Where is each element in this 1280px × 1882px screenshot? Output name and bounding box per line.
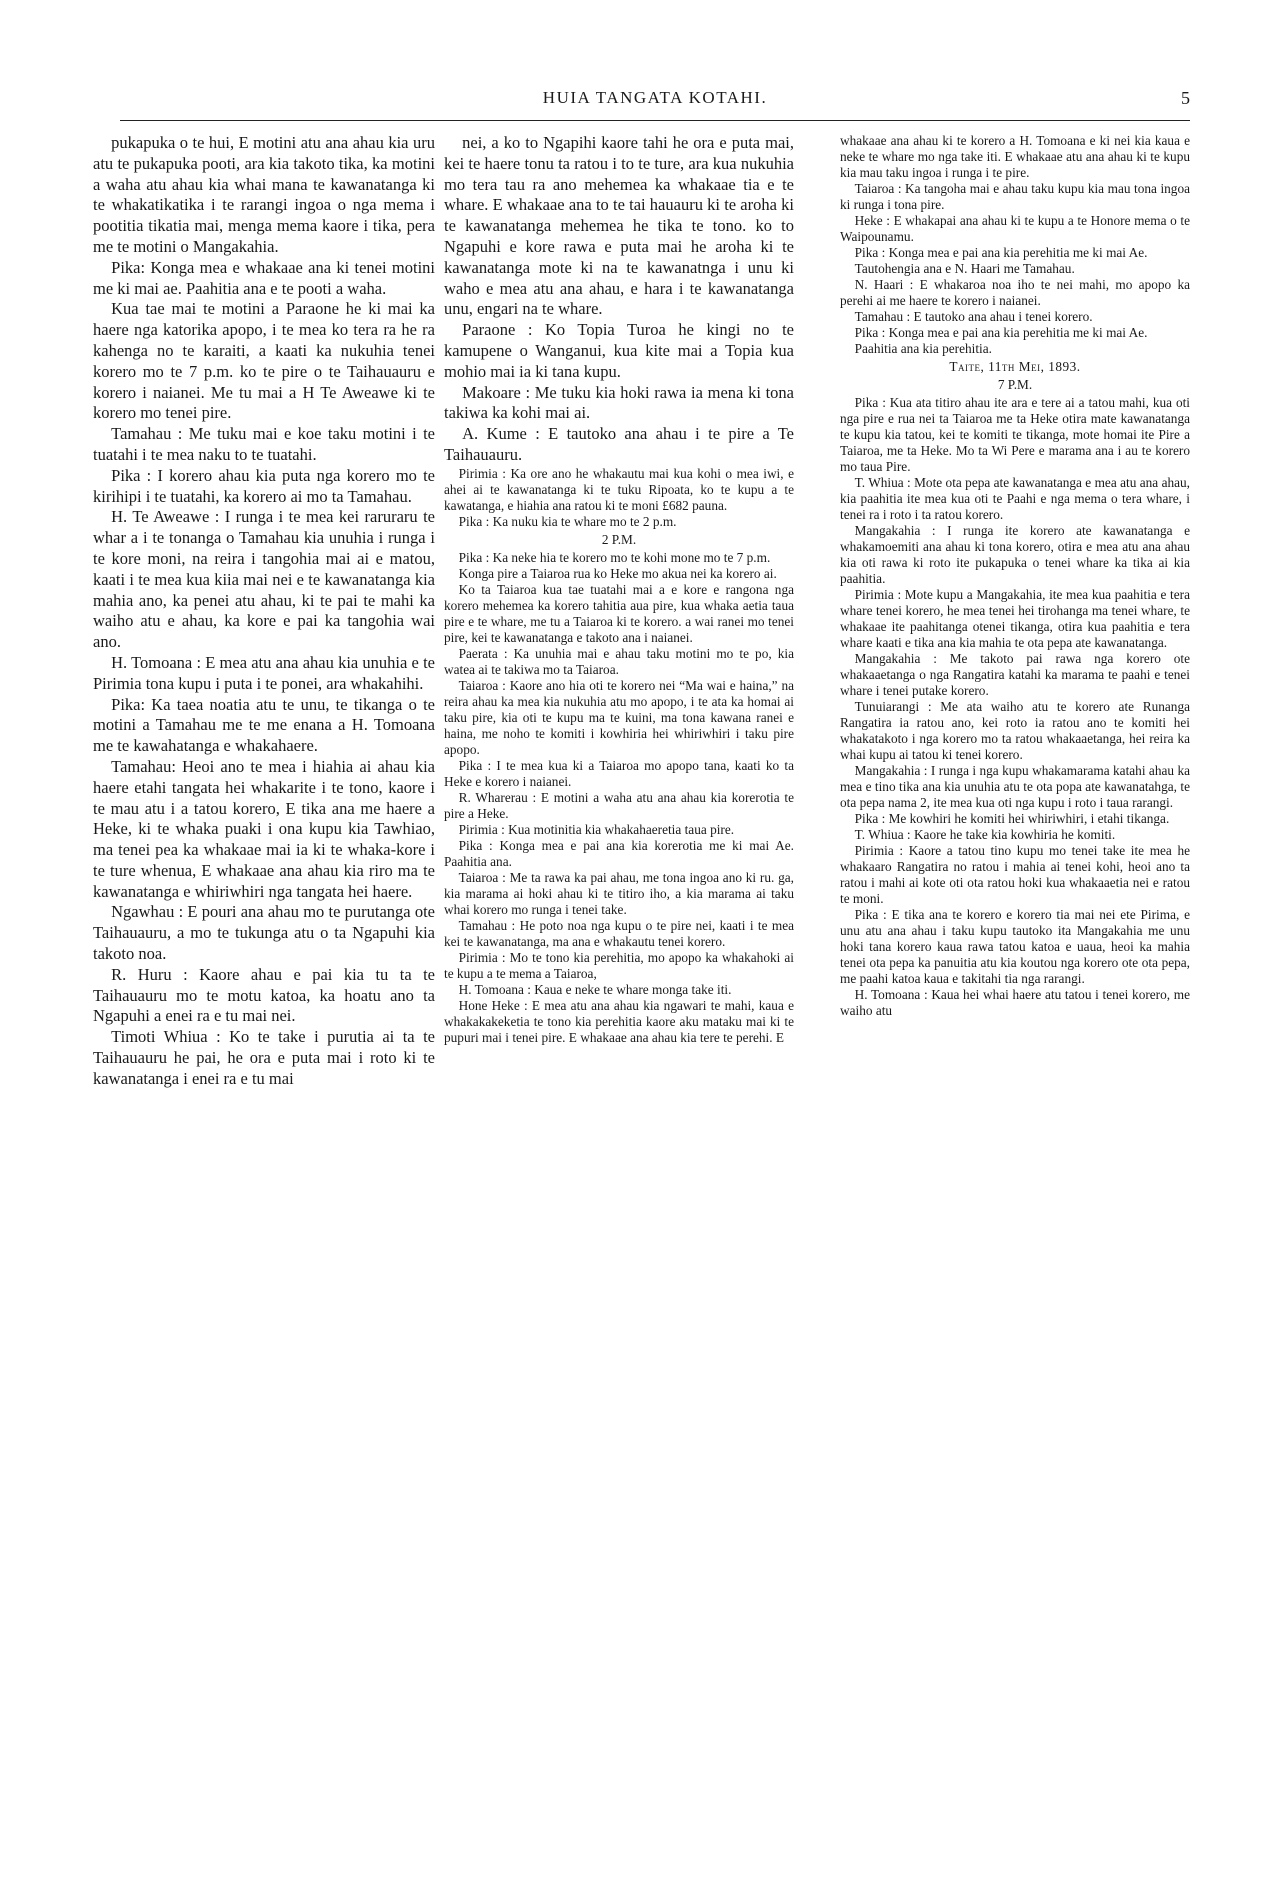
paragraph: Pirimia : Kaore a tatou tino kupu mo tenei take ite mea he whakaaro Rangatira no ratou i mahia ai tenei kohi, heoi ano ta ratou i mahi ai kote oti ota ratou hoki kua whakaaetia nei e ratou te moni. bbox=[840, 843, 1190, 906]
running-title: HUIA TANGATA KOTAHI. bbox=[542, 88, 768, 107]
paragraph: N. Haari : E whakaroa noa iho te nei mahi, mo apopo ka perehi ai me haere te korero i naianei. bbox=[840, 277, 1190, 308]
paragraph: Pika : Konga mea e pai ana kia perehitia me ki mai Ae. bbox=[854, 325, 1148, 340]
paragraph: Pika : Konga mea e pai ana kia perehitia me ki mai Ae. bbox=[854, 245, 1148, 260]
paragraph: H. Tomoana : E mea atu ana ahau kia unuhia e te Pirimia tona kupu i puta i te ponei, ara whakahihi. bbox=[93, 652, 435, 693]
page-header bbox=[120, 88, 1190, 118]
paragraph: Ngawhau : E pouri ana ahau mo te purutanga ote Taihauauru, a mo te tukunga atu o ta Ngapuhi kia takoto noa. bbox=[93, 902, 435, 964]
paragraph: Tautohengia ana e N. Haari me Tamahau. bbox=[854, 261, 1075, 276]
paragraph: Tamahau : He poto noa nga kupu o te pire nei, kaati i te mea kei te kawanatanga, ma ana e whakautu tenei korero. bbox=[444, 917, 794, 949]
date-heading: Taite, 11th Mei, 1893. bbox=[949, 359, 1081, 374]
paragraph: Ko ta Taiaroa kua tae tuatahi mai a e kore e rangona nga korero mehemea ka korero tahitia aua pire, kua whaka aetia taua pire e te whare, me tu a Taiaroa ki te korero. a wai ranei mo tenei pire, kei te kawanatanga e takoto ana i naianei. bbox=[444, 581, 794, 645]
paragraph: Pika : Me kowhiri he komiti hei whiriwhiri, i etahi tikanga. bbox=[854, 811, 1170, 826]
paragraph: Hone Heke : E mea atu ana ahau kia ngawari te mahi, kaua e whakakakeketia te tono kia perehitia kaore aku mataku mai ki te pupuri mai i tenei pire. E whakaae ana ahau kia tere te perehi. E bbox=[444, 997, 794, 1045]
paragraph: Pika : Konga mea e pai ana kia korerotia me ki mai Ae. Paahitia ana. bbox=[444, 837, 794, 869]
paragraph: Pika : I te mea kua ki a Taiaroa mo apopo tana, kaati ko ta Heke e korero i naianei. bbox=[444, 757, 794, 789]
paragraph: Tamahau : E tautoko ana ahau i tenei korero. bbox=[854, 309, 1093, 324]
paragraph: Pirimia : Kua motinitia kia whakahaeretia taua pire. bbox=[458, 821, 735, 837]
paragraph: Pirimia : Mote kupu a Mangakahia, ite mea kua paahitia e tera whare tenei korero, he mea tenei hei tirohanga ma tenei whare, te whakaae ite paahitanga otenei tikanga, otira kua paahitia e tera whare kaati e tika ana kia mahia te ota pepa ate kawanatanga. bbox=[840, 587, 1190, 650]
paragraph: Tamahau: Heoi ano te mea i hiahia ai ahau kia haere etahi tangata hei whakarite i te tono, kaore i te mau atu i a tatou korero, E tika ana me haere a Heke, ki te whaka puaki i ona kupu kia Tawhiao, ma tenei pea ka whakaae mai ia ki te whaka-kore i te ture whenua, E whakaae ana ahau kia riro ma te kawanatanga e whiriwhiri nga tangata hei haere. bbox=[93, 756, 435, 901]
paragraph: Tunuiarangi : Me ata waiho atu te korero ate Runanga Rangatira ia ratou ano, kei roto ia ratou ano te komiti hei whakatakoto i nga korero mo ta ratou whakaaetanga, hei reira ka whai kupu ai tatou ki tenei korero. bbox=[840, 699, 1190, 762]
paragraph: Pirimia : Mo te tono kia perehitia, mo apopo ka whakahoki ai te kupu a te mema a Taiaroa, bbox=[444, 949, 794, 981]
paragraph: Paerata : Ka unuhia mai e ahau taku motini mo te po, kia watea ai te takiwa mo ta Taiaroa. bbox=[444, 645, 794, 677]
paragraph: Pika: Ka taea noatia atu te unu, te tikanga o te motini a Tamahau me te me enana a H. Tomoana me te kawahatanga e whakahaere. bbox=[93, 694, 435, 756]
paragraph: Paraone : Ko Topia Turoa he kingi no te kamupene o Wanganui, kua kite mai a Topia kua mohio mai ia ki tana kupu. bbox=[444, 320, 794, 381]
paragraph: Taiaroa : Kaore ano hia oti te korero nei “Ma wai e haina,” na reira ahau ka mea kia nukuhia atu mo apopo, i te ata ka homai ai taku pire, kia oti te kupu ma te kuini, ma tona kawana ranei e haina, me noho te komiti i kowhiria hei whiriwhiri i taku pire apopo. bbox=[444, 677, 794, 757]
paragraph: Mangakahia : I runga i nga kupu whakamarama katahi ahau ka mea e tino tika ana kia unuhia atu te ota popa ate kawanatahga, te ota pepa nama 2, ite mea kua oti nga kupu i roto i taua rarangi. bbox=[840, 763, 1190, 810]
paragraph: nei, a ko to Ngapihi kaore tahi he ora e puta mai, kei te haere tonu ta ratou i to te ture, ara kua nukuhia mo tera tau ra ano mehemea ka whakaae tia e te whare. E whakaae ana to te tai hauauru ki te aroha ki te kawanatanga mehemea he tika te tono. ko to Ngapuhi e kore rawa e puta mai he aroha ki te kawanatanga mote ki na te kawanatnga i unu ki waho e mea atu ana ahau, e hara i te kawanatanga unu, engari na te whare. bbox=[444, 133, 794, 319]
paragraph: Mangakahia : Me takoto pai rawa nga korero ote whakaaetanga o nga Rangatira katahi ka marama te paahi e tenei whare i tenei putake korero. bbox=[840, 651, 1190, 698]
paragraph: R. Wharerau : E motini a waha atu ana ahau kia korerotia te pire a Heke. bbox=[444, 789, 794, 821]
paragraph: Pika : Ka neke hia te korero mo te kohi mone mo te 7 p.m. bbox=[458, 549, 771, 565]
paragraph: whakaae ana ahau ki te korero a H. Tomoana e ki nei kia kaua e neke te whare mo nga take iti. E whakaae atu ana ahau ki te kupu kia mau taku ingoa i runga i te pire. bbox=[840, 133, 1190, 180]
paragraph: Mangakahia : I runga ite korero ate kawanatanga e whakamoemiti ana ahau ki tona korero, otira e mea atu ana ahau kia oti rawa ki roto ite pukapuka o tenei whare ka tika ai kia paahitia. bbox=[840, 523, 1190, 586]
column-3 bbox=[840, 133, 1190, 1019]
paragraph: pukapuka o te hui, E motini atu ana ahau kia uru atu te pukapuka pooti, ara kia takoto tika, ka motini a waha atu ahau kia whai mana te kawanatanga ki te whakatikatika i te rarangi ingoa o nga mema i pootitia tikatia mai, menga mema kaore i tika, pera me te motini o Mangakahia. bbox=[93, 133, 435, 256]
paragraph: Pika : Ka nuku kia te whare mo te 2 p.m. bbox=[458, 513, 677, 529]
paragraph: Timoti Whiua : Ko te take i purutia ai ta te Taihauauru he pai, he ora e puta mai i roto ki te kawanatanga i enei ra e tu mai bbox=[93, 1027, 435, 1088]
paragraph: T. Whiua : Mote ota pepa ate kawanatanga e mea atu ana ahau, kia paahitia ite mea kua oti te Paahi e nga mema o tera whare, i tenei ra i roto i ta ratou korero. bbox=[840, 475, 1190, 522]
column-2 bbox=[444, 133, 794, 1046]
paragraph: H. Te Aweawe : I runga i te mea kei raruraru te whar a i te tonanga o Tamahau kia unuhia i runga i te kore moni, na reira i tangohia mai ai e matou, kaati i te mea kua kiia mai nei e te kawanatanga kia mahia ano, ka penei atu ahau, ki te pai te mahi ka waiho atu e ahau, ka kore e pai ka tangohia wai ano. bbox=[93, 507, 435, 652]
time-heading: 2 P.M. bbox=[601, 531, 637, 547]
paragraph: T. Whiua : Kaore he take kia kowhiria he komiti. bbox=[854, 827, 1116, 842]
paragraph: Makoare : Me tuku kia hoki rawa ia mena ki tona takiwa ka kohi mai ai. bbox=[444, 382, 794, 423]
paragraph: Paahitia ana kia perehitia. bbox=[854, 341, 992, 356]
paragraph: Taiaroa : Me ta rawa ka pai ahau, me tona ingoa ano ki ru. ga, kia marama ai hoki ahau ki te titiro iho, a kia marama ai taku whai korero mo runga i tenei take. bbox=[444, 869, 794, 917]
paragraph: Pika : Kua ata titiro ahau ite ara e tere ai a tatou mahi, kua oti nga pire e rua nei ta Taiaroa me ta Heke otira mate kawanatanga te kupu kia tatou, kei te komiti te tikanga, mote homai ite Pire a Taiaroa, me ta Heke. Mo ta Wi Pere e marama ana i au te korero mo taua Pire. bbox=[840, 395, 1190, 474]
page-number: 5 bbox=[1181, 88, 1190, 108]
paragraph: Taiaroa : Ka tangoha mai e ahau taku kupu kia mau tona ingoa ki runga i tona pire. bbox=[840, 181, 1190, 212]
time-heading: 7 P.M. bbox=[997, 377, 1033, 392]
paragraph: Pika: Konga mea e whakaae ana ki tenei motini me ki mai ae. Paahitia ana e te pooti a waha. bbox=[93, 257, 435, 298]
paragraph: Tamahau : Me tuku mai e koe taku motini i te tuatahi i te mea naku to te tuatahi. bbox=[93, 424, 435, 464]
paragraph: Pika : I korero ahau kia puta nga korero mo te kirihipi i te tuatahi, ka korero ai mo ta Tamahau. bbox=[93, 465, 435, 506]
column-1 bbox=[93, 133, 435, 1090]
paragraph: Pirimia : Ka ore ano he whakautu mai kua kohi o mea iwi, e ahei ai te kawanatanga ki te tuku Ripoata, ko te kupu a te kawatanga, e hiahia ana ratou ki te moni £682 pauna. bbox=[444, 465, 794, 513]
paragraph: H. Tomoana : Kaua e neke te whare monga take iti. bbox=[458, 981, 732, 997]
paragraph: Heke : E whakapai ana ahau ki te kupu a te Honore mema o te Waipounamu. bbox=[840, 213, 1190, 244]
paragraph: R. Huru : Kaore ahau e pai kia tu ta te Taihauauru mo te motu katoa, ka hoatu ano ta Ngapuhi a enei ra e tu mai nei. bbox=[93, 964, 435, 1026]
paragraph: Konga pire a Taiaroa rua ko Heke mo akua nei ka korero ai. bbox=[458, 565, 777, 581]
paragraph: Pika : E tika ana te korero e korero tia mai nei ete Pirima, e unu atu ana ahau i taku kupu tautoko ita Mangakahia me unu hoki tana korero kaua rawa tatou katoa e uaua, heoi ka mahia tenei ota pepa ka panuitia atu kia koutou nga korero ote ota pepa, me paahi katoa kaua e takitahi tia nga rarangi. bbox=[840, 907, 1190, 986]
paragraph: H. Tomoana : Kaua hei whai haere atu tatou i tenei korero, me waiho atu bbox=[840, 987, 1190, 1018]
header-rule bbox=[120, 120, 1190, 121]
paragraph: A. Kume : E tautoko ana ahau i te pire a Te Taihauauru. bbox=[444, 424, 794, 464]
paragraph: Kua tae mai te motini a Paraone he ki mai ka haere nga katorika apopo, i te mea ko tera ra he ra kahenga no te karaiti, a kaati ka nukuhia tenei korero mo te 7 p.m. ko te pire o te Taihauauru e korero i naianei. Me tu mai a H Te Aweawe ki te korero mo tenei pire. bbox=[93, 299, 435, 423]
